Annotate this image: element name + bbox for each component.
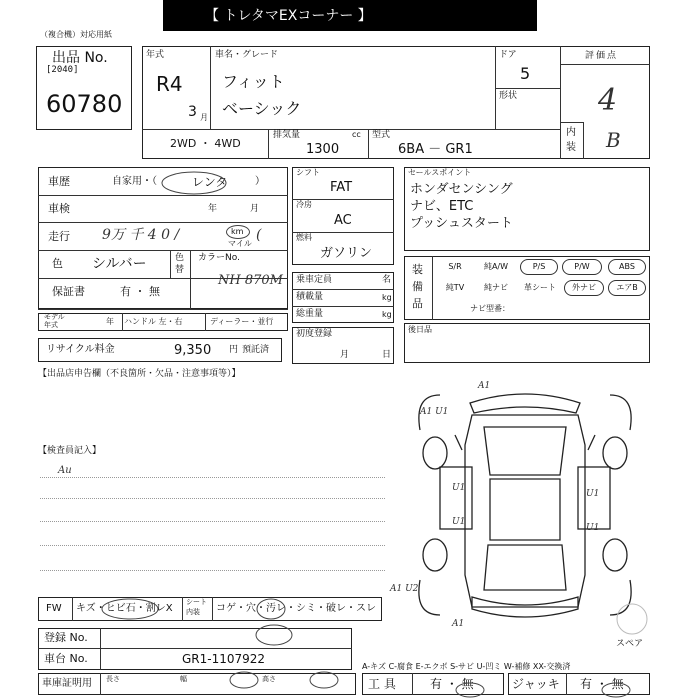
certificate-length: 長さ xyxy=(106,675,120,683)
displacement-unit: cc xyxy=(352,130,361,139)
damage-mark-2: A1 U1 xyxy=(420,407,449,417)
body-shape-label: 形状 xyxy=(499,91,518,101)
equip-alloy: 純A/W xyxy=(483,262,509,271)
model-row-dealer: ディーラー・並行 xyxy=(210,317,274,326)
inspection-label: 車検 xyxy=(48,202,70,215)
lot-number: 60780 xyxy=(46,90,123,118)
first-reg-day: 日 xyxy=(382,350,392,360)
load-unit: kg xyxy=(382,293,392,302)
aircon-value: AC xyxy=(334,213,352,228)
inspection-year: 年 xyxy=(208,204,218,214)
damage-legend: A-キズ C-腐食 E-エクボ S-サビ U-凹ミ W-補修 XX-交換済 xyxy=(362,662,571,671)
equipment-label-2: 備 xyxy=(412,280,423,293)
recycle-label: リサイクル料金 xyxy=(46,344,115,355)
banner-title: 【 トレタマEXコーナー 】 xyxy=(205,8,372,24)
inspection-month: 月 xyxy=(250,204,260,214)
damage-row-seat-1: シート xyxy=(186,598,207,606)
interior-label-2: 装 xyxy=(566,142,576,153)
color-code-label: カラーNo. xyxy=(198,253,240,263)
model-type-value: 6BA － GR1 xyxy=(398,142,473,157)
tools-label: 工 具 xyxy=(368,677,396,691)
first-reg-month: 月 xyxy=(340,350,350,360)
seller-notes-label: 【出品店申告欄（不良箇所・欠品・注意事項等）】 xyxy=(38,369,241,379)
equip-leather: 革シート xyxy=(524,283,556,292)
displacement-label: 排気量 xyxy=(273,130,301,140)
color-change-1: 色 xyxy=(175,253,185,263)
model-label: 車名・グレード xyxy=(215,50,279,60)
sales-points-label: セールスポイント xyxy=(408,168,472,177)
damage-mark-7: A1 U2 xyxy=(390,584,419,594)
shift-label: シフト xyxy=(296,168,320,177)
equip-ext-navi: 外ナビ xyxy=(564,280,604,296)
history-value: レンタ xyxy=(192,175,228,189)
model-name: フィット xyxy=(222,72,285,91)
year-era: R4 xyxy=(156,72,183,96)
equipment-label-3: 品 xyxy=(412,297,423,310)
warranty-value: 有 ・ 無 xyxy=(120,285,160,298)
color-code: NH 870M xyxy=(218,273,283,288)
mileage-hand: ( xyxy=(256,227,262,243)
tools-value: 有 ・ 無 xyxy=(430,677,474,691)
certificate-label: 車庫証明用 xyxy=(42,678,92,689)
lot-label: 出品 No. xyxy=(52,50,108,66)
recycle-status: 預託済 xyxy=(242,345,270,355)
model-row-year: 年 xyxy=(106,317,114,326)
model-row-handle: ハンドル 左・右 xyxy=(124,317,183,326)
score-value: 4 xyxy=(598,83,618,118)
later-items-box xyxy=(404,323,650,363)
mileage-label: 走行 xyxy=(48,230,70,243)
weight-label: 総重量 xyxy=(296,309,324,319)
sales-point-3: プッシュスタート xyxy=(410,216,513,231)
interior-value: B xyxy=(606,128,621,152)
certificate-width: 幅 xyxy=(180,675,187,683)
equip-airbag: エアB xyxy=(608,280,646,296)
lot-badge: [2040] xyxy=(46,65,79,75)
drive-type: 2WD ・ 4WD xyxy=(170,137,241,150)
navi-model-label: ナビ型番： xyxy=(470,304,510,313)
equip-tv: 純TV xyxy=(445,283,465,292)
mileage-unit-mile: マイル xyxy=(228,239,252,248)
model-grade: ベーシック xyxy=(222,99,302,118)
history-private: 自家用・（ xyxy=(112,176,157,187)
damage-row-label: FW xyxy=(46,603,62,614)
displacement-value: 1300 xyxy=(306,142,340,157)
color-change-2: 替 xyxy=(175,265,185,275)
later-items-label: 後日品 xyxy=(408,325,432,334)
spare-label: スペア xyxy=(616,639,644,649)
fuel-label: 燃料 xyxy=(296,233,312,242)
damage-row-seat-2: 内装 xyxy=(186,608,200,616)
model-row-label-2: 年式 xyxy=(44,321,58,329)
damage-mark-5: U1 xyxy=(586,489,600,499)
header-note: （複合機）対応用紙 xyxy=(40,30,112,39)
recycle-unit: 円 xyxy=(229,345,239,355)
equip-navi: 純ナビ xyxy=(484,283,508,292)
capacity-unit: 名 xyxy=(382,275,392,285)
jack-value: 有 ・ 無 xyxy=(580,677,624,691)
color-label: 色 xyxy=(52,257,63,270)
year-month: 3 xyxy=(188,104,197,120)
color-value: シルバー xyxy=(92,256,147,272)
capacity-label: 乗車定員 xyxy=(296,275,333,285)
year-month-unit: 月 xyxy=(200,113,208,122)
history-close: ） xyxy=(255,176,265,187)
jack-label: ジャッキ xyxy=(512,677,560,691)
interior-label-1: 内 xyxy=(566,127,576,138)
registration-label: 登録 No. xyxy=(44,631,88,644)
sales-point-2: ナビ、ETC xyxy=(410,199,474,214)
mileage-value: 9万 千 4 0 / xyxy=(102,227,180,243)
model-type-label: 型式 xyxy=(372,130,391,140)
equip-ps: P/S xyxy=(520,259,558,275)
model-row-label-1: モデル xyxy=(44,313,65,321)
doors-value: 5 xyxy=(520,64,531,83)
doors-label: ドア xyxy=(499,50,517,60)
equip-sr: S/R xyxy=(448,262,462,271)
certificate-height: 高さ xyxy=(262,675,276,683)
damage-row-items-2: コゲ・穴・汚レ・シミ・破レ・スレ xyxy=(216,603,376,614)
chassis-value: GR1-1107922 xyxy=(182,652,266,666)
damage-row-items: キズ・ヒビ石・割レX xyxy=(76,603,173,614)
equip-pw: P/W xyxy=(562,259,602,275)
mileage-unit-km: km xyxy=(231,227,244,236)
damage-mark-4: U1 xyxy=(452,517,466,527)
chassis-label: 車台 No. xyxy=(44,652,88,665)
inspector-label: 【検査員記入】 xyxy=(38,446,102,456)
equip-abs: ABS xyxy=(608,259,646,275)
equipment-label-1: 装 xyxy=(412,263,423,276)
score-label: 評価点 xyxy=(585,51,619,61)
shift-value: FAT xyxy=(330,180,353,195)
damage-mark-3: U1 xyxy=(452,483,466,493)
history-label: 車歴 xyxy=(48,175,70,188)
recycle-amount: 9,350 xyxy=(174,343,212,358)
sales-point-1: ホンダセンシング xyxy=(410,182,513,197)
damage-mark-1: A1 xyxy=(478,381,491,391)
fuel-value: ガソリン xyxy=(320,246,373,261)
weight-unit: kg xyxy=(382,310,392,319)
warranty-label: 保証書 xyxy=(52,285,85,298)
damage-mark-6: U1 xyxy=(586,523,600,533)
damage-mark-8: A1 xyxy=(452,619,465,629)
inspector-note: Au xyxy=(58,465,72,476)
first-reg-label: 初度登録 xyxy=(296,329,333,339)
aircon-label: 冷房 xyxy=(296,200,312,209)
load-label: 積載量 xyxy=(296,292,324,302)
year-label: 年式 xyxy=(146,50,165,60)
